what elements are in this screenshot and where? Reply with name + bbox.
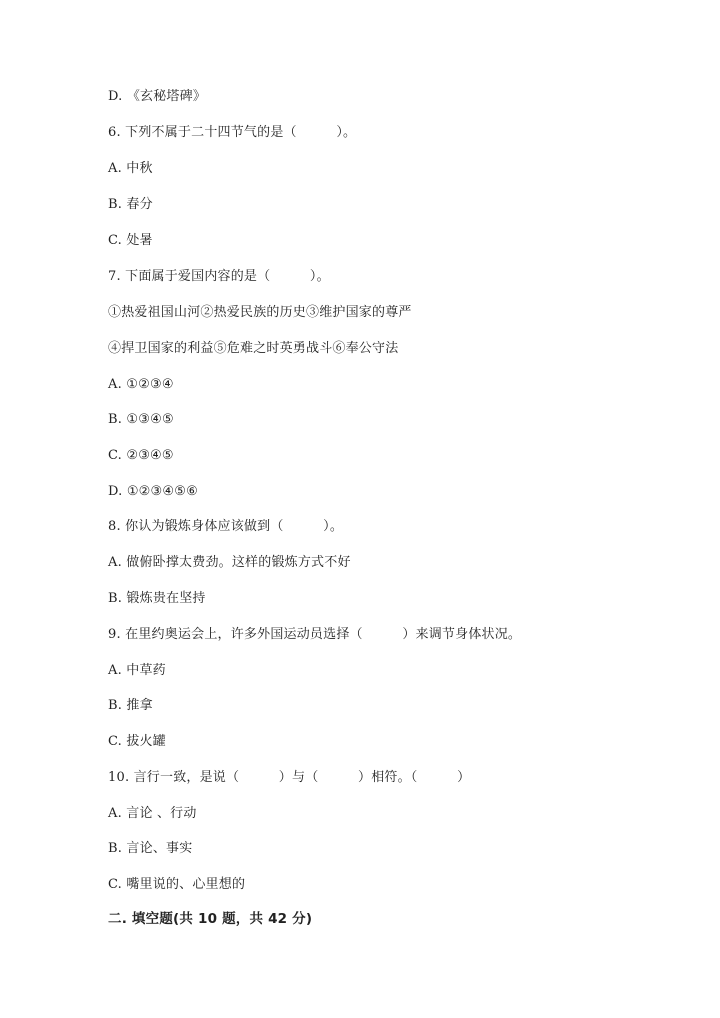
q9-option-c: C. 拔火罐 [108, 734, 166, 749]
q7-option-d: D. ①②③④⑤⑥ [108, 484, 198, 499]
q10-option-a: A. 言论 、行动 [108, 806, 197, 821]
q5-option-d: D. 《玄秘塔碑》 [108, 89, 207, 104]
q9-option-b: B. 推拿 [108, 698, 153, 713]
q8-option-a: A. 做俯卧撑太费劲。这样的锻炼方式不好 [108, 555, 351, 570]
q6-option-b: B. 春分 [108, 197, 153, 212]
q7-option-a: A. ①②③④ [108, 377, 174, 392]
q9-option-a: A. 中草药 [108, 663, 166, 678]
q8-stem: 8. 你认为锻炼身体应该做到（ ）。 [108, 519, 344, 534]
q8-option-b: B. 锻炼贵在坚持 [108, 591, 206, 606]
q6-option-a: A. 中秋 [108, 161, 153, 176]
q10-option-b: B. 言论、事实 [108, 841, 193, 856]
section-title: 二. 填空题(共 10 题，共 42 分) [108, 911, 313, 927]
q10-stem: 10. 言行一致，是说（ ）与（ ）相符。（ ） [108, 770, 471, 785]
q6-stem: 6. 下列不属于二十四节气的是（ ）。 [108, 125, 357, 140]
q7-option-c: C. ②③④⑤ [108, 448, 174, 463]
q7-items-2: ④捍卫国家的利益⑤危难之时英勇战斗⑥奉公守法 [108, 341, 399, 356]
q7-option-b: B. ①③④⑤ [108, 412, 174, 427]
q9-stem: 9. 在里约奥运会上，许多外国运动员选择（ ）来调节身体状况。 [108, 627, 522, 642]
q6-option-c: C. 处暑 [108, 233, 153, 248]
q7-stem: 7. 下面属于爱国内容的是（ ）。 [108, 269, 330, 284]
q7-items-1: ①热爱祖国山河②热爱民族的历史③维护国家的尊严 [108, 305, 412, 320]
q10-option-c: C. 嘴里说的、心里想的 [108, 877, 246, 892]
